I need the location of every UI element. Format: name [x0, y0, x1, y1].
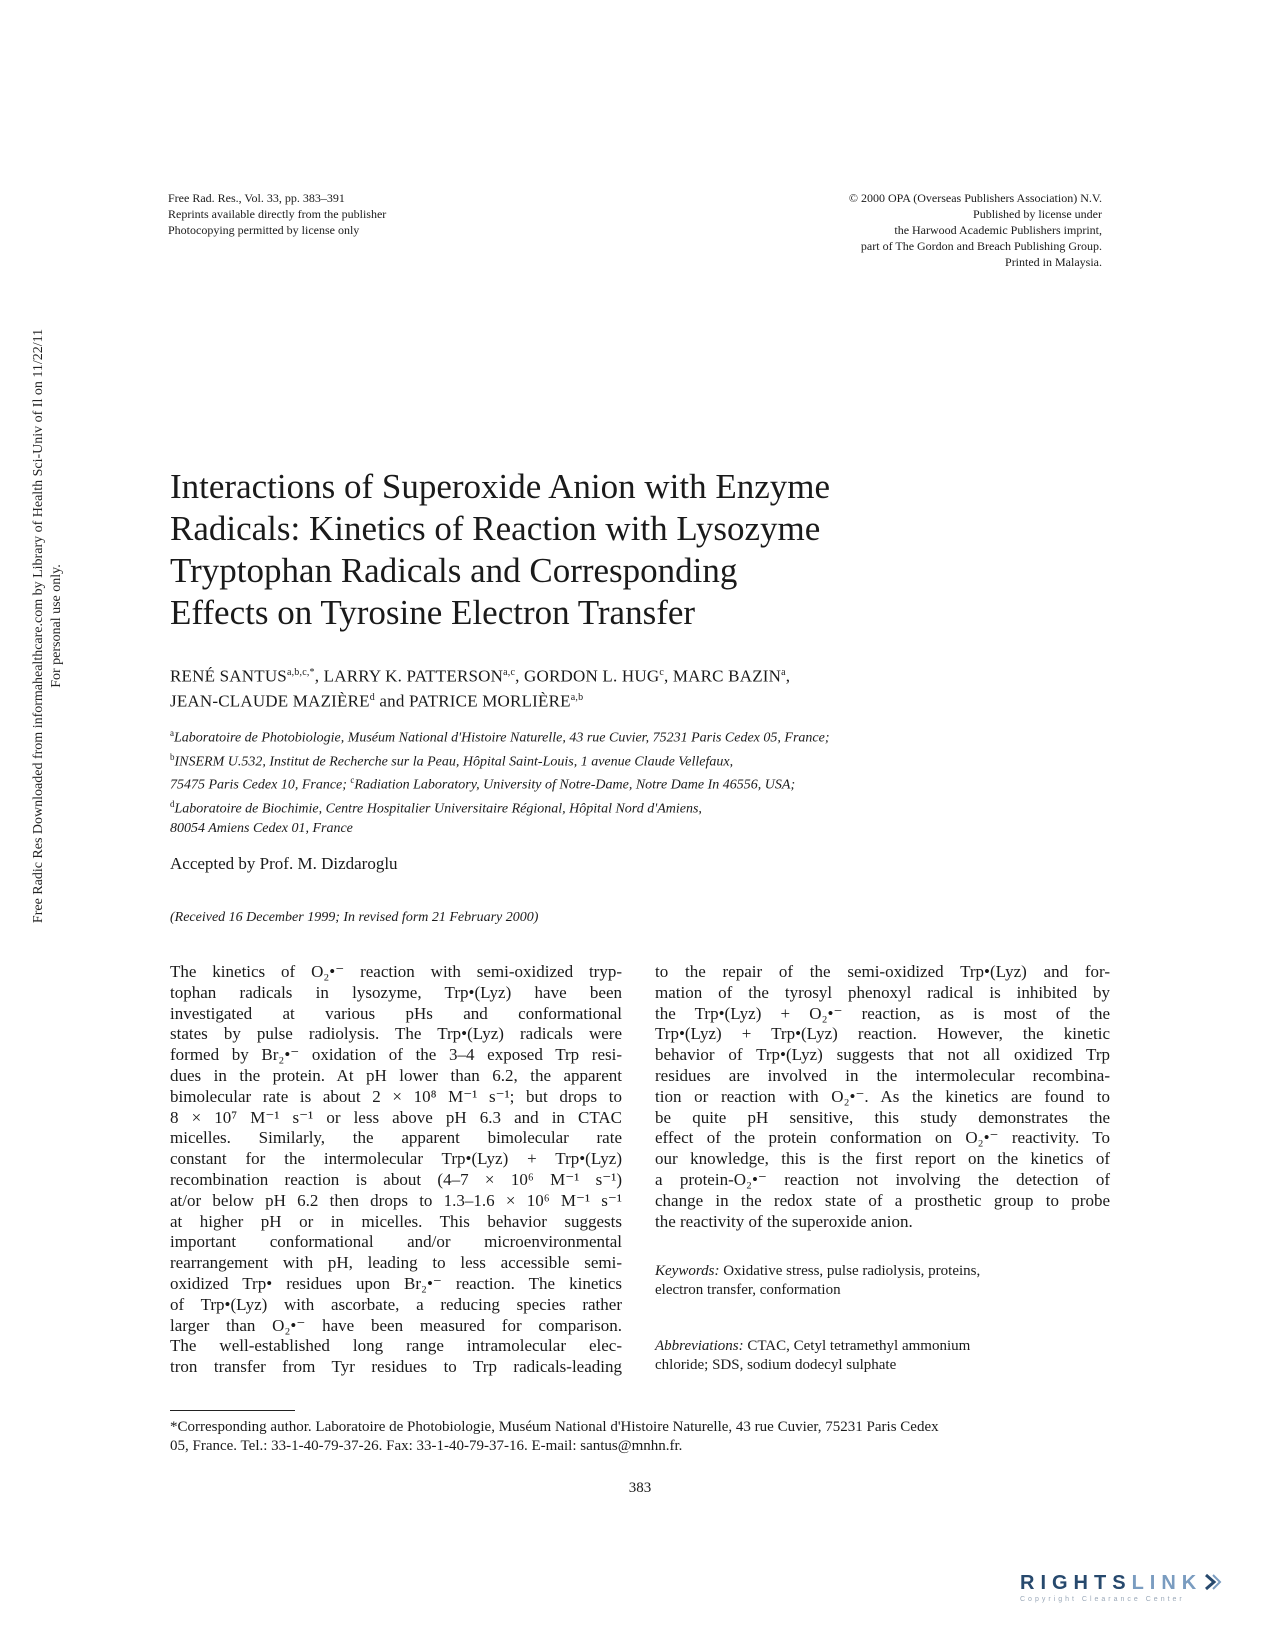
abstract-line: constant for the intermolecular Trp•(Lyz) + Trp•(Lyz)	[170, 1149, 622, 1169]
keywords-line	[655, 1262, 1110, 1281]
publisher-line: part of The Gordon and Breach Publishing Group.	[860, 239, 1102, 253]
affiliation-line	[170, 771, 1090, 795]
affil-text: Laboratoire de Photobiologie, Muséum National d'Histoire Naturelle, 43 rue Cuvier, 75231 Paris Cedex 05, France;	[174, 730, 830, 746]
abstract-line: a protein-O₂•⁻ reaction not involving the detection of	[655, 1169, 1110, 1189]
abstract-line: rearrangement with pH, leading to less accessible semi-	[170, 1253, 622, 1273]
affiliation-line	[170, 724, 1090, 748]
keywords-line: electron transfer, conformation	[655, 1282, 841, 1298]
author-name: , LARRY K. PATTERSON	[314, 666, 504, 686]
received-dates: (Received 16 December 1999; In revised form 21 February 2000)	[170, 910, 539, 925]
abstract-right-column	[655, 962, 1110, 1232]
abstract-line: The well-established long range intramolecular elec-	[170, 1336, 622, 1356]
author-line	[170, 687, 1070, 712]
abstract-line: dues in the protein. At pH lower than 6.2, the apparent	[170, 1065, 622, 1085]
title-line: Radicals: Kinetics of Reaction with Lysozyme	[170, 509, 821, 548]
publisher-line: Published by license under	[973, 207, 1102, 221]
download-watermark	[30, 186, 66, 1066]
logo-chevron-icon	[1202, 1573, 1222, 1591]
keywords-text: Oxidative stress, pulse radiolysis, proteins,	[719, 1263, 981, 1279]
footnote-divider	[170, 1410, 295, 1411]
affiliations	[170, 724, 1090, 838]
abstract-line: at higher pH or in micelles. This behavior suggests	[170, 1211, 622, 1231]
abstract-line: recombination reaction is about (4–7 × 10⁶ M⁻¹ s⁻¹)	[170, 1169, 622, 1189]
affil-mark: a	[170, 728, 174, 738]
publisher-line: © 2000 OPA (Overseas Publishers Association) N.V.	[848, 191, 1102, 205]
title-line: Interactions of Superoxide Anion with Enzyme	[170, 467, 830, 506]
citation-line: Photocopying permitted by license only	[168, 223, 360, 237]
citation-line: Free Rad. Res., Vol. 33, pp. 383–391	[168, 191, 345, 205]
abbreviations	[655, 1337, 1110, 1375]
citation-line: Reprints available directly from the publisher	[168, 207, 387, 221]
abstract-left-column	[170, 962, 622, 1378]
abbreviations-label: Abbreviations:	[655, 1338, 744, 1354]
abstract-line: The kinetics of O₂•⁻ reaction with semi-oxidized tryp-	[170, 962, 622, 981]
affiliation-line	[170, 748, 1090, 772]
title-line: Effects on Tyrosine Electron Transfer	[170, 593, 696, 632]
author-separator: ,	[785, 666, 791, 686]
footnote-line: *Corresponding author. Laboratoire de Photobiologie, Muséum National d'Histoire Naturelle, 43 rue Cuvier, 75231 Paris Cedex	[170, 1419, 939, 1435]
abstract-line: important conformational and/or microenvironmental	[170, 1232, 622, 1252]
abstract-line: 8 × 10⁷ M⁻¹ s⁻¹ or less above pH 6.3 and in CTAC	[170, 1107, 622, 1127]
publisher-line: Printed in Malaysia.	[1005, 255, 1102, 269]
author-affil-mark: a	[781, 667, 786, 678]
abstract-line: Trp•(Lyz) + Trp•(Lyz) reaction. However, the kinetic	[655, 1024, 1110, 1044]
journal-citation	[168, 190, 588, 238]
corresponding-author-footnote	[170, 1418, 1110, 1456]
publisher-line: the Harwood Academic Publishers imprint,	[894, 223, 1102, 237]
keywords-label: Keywords:	[655, 1263, 720, 1279]
affil-mark: b	[170, 751, 175, 762]
logo-tagline: Copyright Clearance Center	[1020, 1596, 1185, 1603]
abstract-line: tron transfer from Tyr residues to Trp radicals-leading	[170, 1357, 622, 1377]
abstract-line: formed by Br₂•⁻ oxidation of the 3–4 exposed Trp resi-	[170, 1045, 622, 1065]
title-line: Tryptophan Radicals and Corresponding	[170, 551, 738, 590]
publisher-notice	[720, 190, 1102, 270]
affil-text: INSERM U.532, Institut de Recherche sur la Peau, Hôpital Saint-Louis, 1 avenue Claude Vellefaux,	[174, 754, 734, 770]
author-line	[170, 662, 1070, 687]
abstract-line: effect of the protein conformation on O₂•⁻ reactivity. To	[655, 1128, 1110, 1148]
logo-text-light: LINK	[1131, 1572, 1203, 1594]
abstract-line: our knowledge, this is the first report on the kinetics of	[655, 1149, 1110, 1169]
logo-text-dark: RIGHTS	[1020, 1572, 1132, 1594]
abstract-line: micelles. Similarly, the apparent bimolecular rate	[170, 1128, 622, 1148]
affil-mark: d	[170, 798, 175, 809]
abbreviations-line: chloride; SDS, sodium dodecyl sulphate	[655, 1357, 897, 1373]
author-affil-mark: a,b,c,*	[286, 667, 315, 678]
abstract-line: mation of the tyrosyl phenoxyl radical is inhibited by	[655, 982, 1110, 1002]
author-name: , MARC BAZIN	[663, 666, 782, 686]
abstract-line: behavior of Trp•(Lyz) suggests that not all oxidized Trp	[655, 1045, 1110, 1065]
page-number: 383	[628, 1480, 652, 1496]
author-list	[170, 662, 1070, 711]
logo-wordmark	[1020, 1572, 1260, 1595]
affiliation-line	[170, 795, 1090, 819]
abstract-line: change in the redox state of a prosthetic group to probe	[655, 1190, 1110, 1210]
author-affil-mark: a,b	[570, 691, 584, 703]
footnote-line: 05, France. Tel.: 33-1-40-79-37-26. Fax: 33-1-40-79-37-16. E-mail: santus@mnhn.fr.	[170, 1438, 683, 1454]
abstract-line: bimolecular rate is about 2 × 10⁸ M⁻¹ s⁻¹; but drops to	[170, 1086, 622, 1106]
abstract-line: be quite pH sensitive, this study demonstrates the	[655, 1107, 1110, 1127]
abstract-line: investigated at various pHs and conformational	[170, 1003, 622, 1023]
keywords	[655, 1262, 1110, 1300]
abstract-line: the Trp•(Lyz) + O₂•⁻ reaction, as is most of the	[655, 1003, 1110, 1023]
abbreviations-text: CTAC, Cetyl tetramethyl ammonium	[743, 1338, 971, 1354]
rightslink-logo	[1020, 1572, 1260, 1612]
watermark-line: For personal use only.	[49, 564, 64, 688]
author-name: and PATRICE MORLIÈRE	[374, 691, 571, 711]
abstract-line: of Trp•(Lyz) with ascorbate, a reducing species rather	[170, 1294, 622, 1314]
abstract-line: the reactivity of the superoxide anion.	[655, 1211, 913, 1231]
abstract-line: larger than O₂•⁻ have been measured for comparison.	[170, 1315, 622, 1335]
affil-text: 75475 Paris Cedex 10, France;	[170, 777, 351, 793]
affil-text: Laboratoire de Biochimie, Centre Hospitalier Universitaire Régional, Hôpital Nord d'Amiens,	[174, 801, 702, 817]
abstract-line: tion or reaction with O₂•⁻. As the kinetics are found to	[655, 1086, 1110, 1106]
watermark-line: Free Radic Res Downloaded from informahealthcare.com by Library of Health Sci-Univ of Il on 11/22/11	[31, 328, 46, 924]
affil-mark: c	[350, 775, 355, 786]
author-affil-mark: a,c	[503, 667, 516, 678]
author-name: RENÉ SANTUS	[170, 666, 287, 686]
article-title	[170, 466, 1070, 634]
abstract-line: at/or below pH 6.2 then drops to 1.3–1.6 × 10⁶ M⁻¹ s⁻¹	[170, 1190, 622, 1210]
affil-text: Radiation Laboratory, University of Notre-Dame, Notre Dame In 46556, USA;	[354, 777, 796, 793]
abbreviations-line	[655, 1337, 1110, 1356]
abstract-line: residues are involved in the intermolecular recombina-	[655, 1065, 1110, 1085]
abstract-line: tophan radicals in lysozyme, Trp•(Lyz) have been	[170, 982, 622, 1002]
affiliation-line: 80054 Amiens Cedex 01, France	[170, 820, 353, 836]
abstract-line: states by pulse radiolysis. The Trp•(Lyz) radicals were	[170, 1024, 622, 1044]
author-affil-mark: d	[369, 691, 375, 703]
abstract-line: oxidized Trp• residues upon Br₂•⁻ reaction. The kinetics	[170, 1273, 622, 1293]
accepted-by: Accepted by Prof. M. Dizdaroglu	[170, 854, 398, 873]
author-name: JEAN-CLAUDE MAZIÈRE	[170, 691, 370, 711]
author-name: , GORDON L. HUG	[515, 666, 660, 686]
abstract-line: to the repair of the semi-oxidized Trp•(Lyz) and for-	[655, 962, 1110, 981]
author-affil-mark: c	[659, 667, 664, 678]
